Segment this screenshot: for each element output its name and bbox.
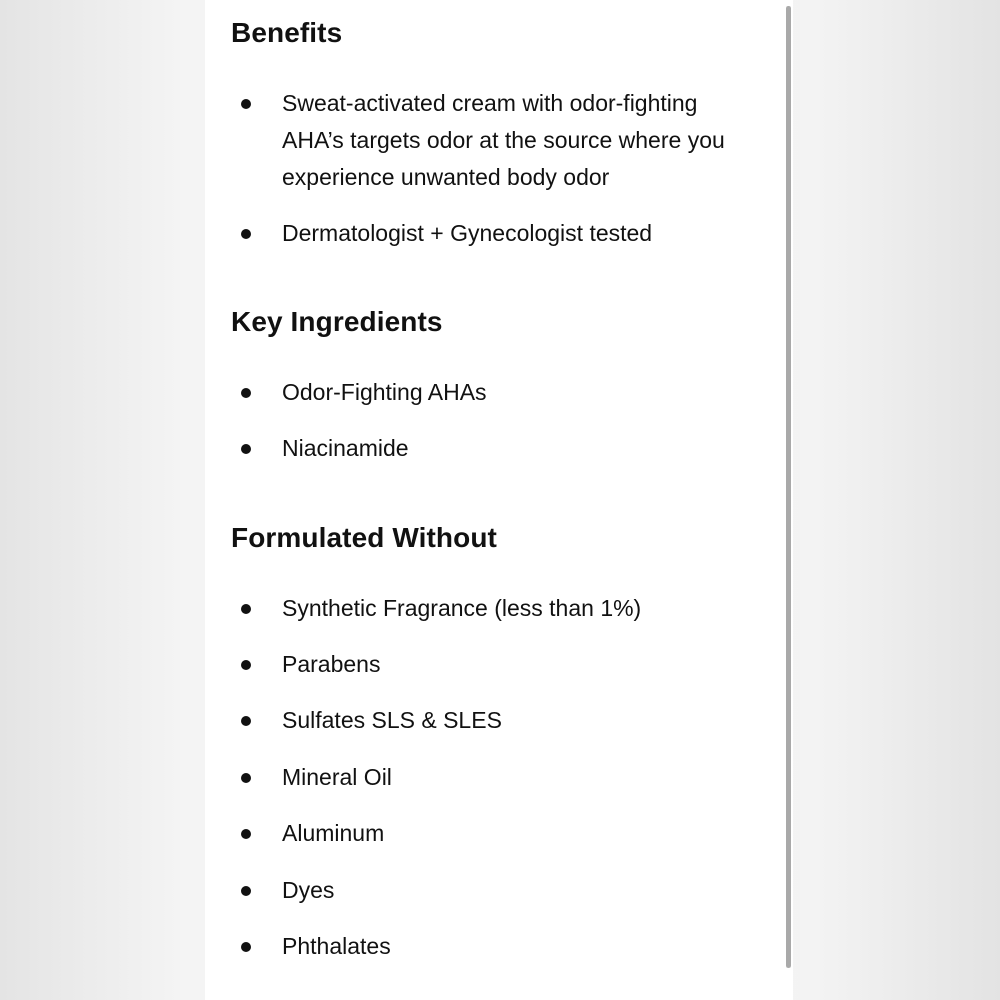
- section-title-benefits: Benefits: [231, 17, 343, 48]
- bullet-icon: [241, 886, 251, 896]
- bullet-icon: [241, 942, 251, 952]
- list-item-text: Synthetic Fragrance (less than 1%): [282, 595, 642, 621]
- list-item: [241, 646, 761, 683]
- section-title-formulated-without: Formulated Without: [231, 522, 497, 553]
- bullet-icon: [241, 773, 251, 783]
- list-item: [241, 85, 761, 196]
- list-item-text: Phthalates: [282, 933, 391, 959]
- bullet-icon: [241, 829, 251, 839]
- list-item: [241, 374, 761, 411]
- list-item-text: Sulfates SLS & SLES: [282, 707, 502, 733]
- section-title-key-ingredients: Key Ingredients: [231, 306, 443, 337]
- list-item: [241, 215, 761, 252]
- list-item: [241, 590, 761, 627]
- list-item-text: Dermatologist + Gynecologist tested: [282, 220, 653, 246]
- list-item: [241, 759, 761, 796]
- bullet-icon: [241, 444, 251, 454]
- list-item-text: Mineral Oil: [282, 764, 392, 790]
- list-item: [241, 928, 761, 965]
- bullet-icon: [241, 99, 251, 109]
- bullet-icon: [241, 604, 251, 614]
- list-item: [241, 702, 761, 739]
- scrollbar-thumb[interactable]: [786, 6, 791, 968]
- list-item-text: Parabens: [282, 651, 381, 677]
- bullet-icon: [241, 229, 251, 239]
- list-item-text: Sweat-activated cream with odor-fighting AHA’s targets odor at the source where you experience unwanted body odor: [282, 90, 725, 190]
- list-item: [241, 872, 761, 909]
- bullet-icon: [241, 388, 251, 398]
- list-item-text: Dyes: [282, 877, 335, 903]
- list-item: [241, 430, 761, 467]
- list-item-text: Aluminum: [282, 820, 385, 846]
- product-details-panel: [205, 0, 793, 1000]
- list-item: [241, 815, 761, 852]
- bullet-icon: [241, 716, 251, 726]
- bullet-icon: [241, 660, 251, 670]
- list-item-text: Odor-Fighting AHAs: [282, 379, 487, 405]
- list-item-text: Niacinamide: [282, 435, 409, 461]
